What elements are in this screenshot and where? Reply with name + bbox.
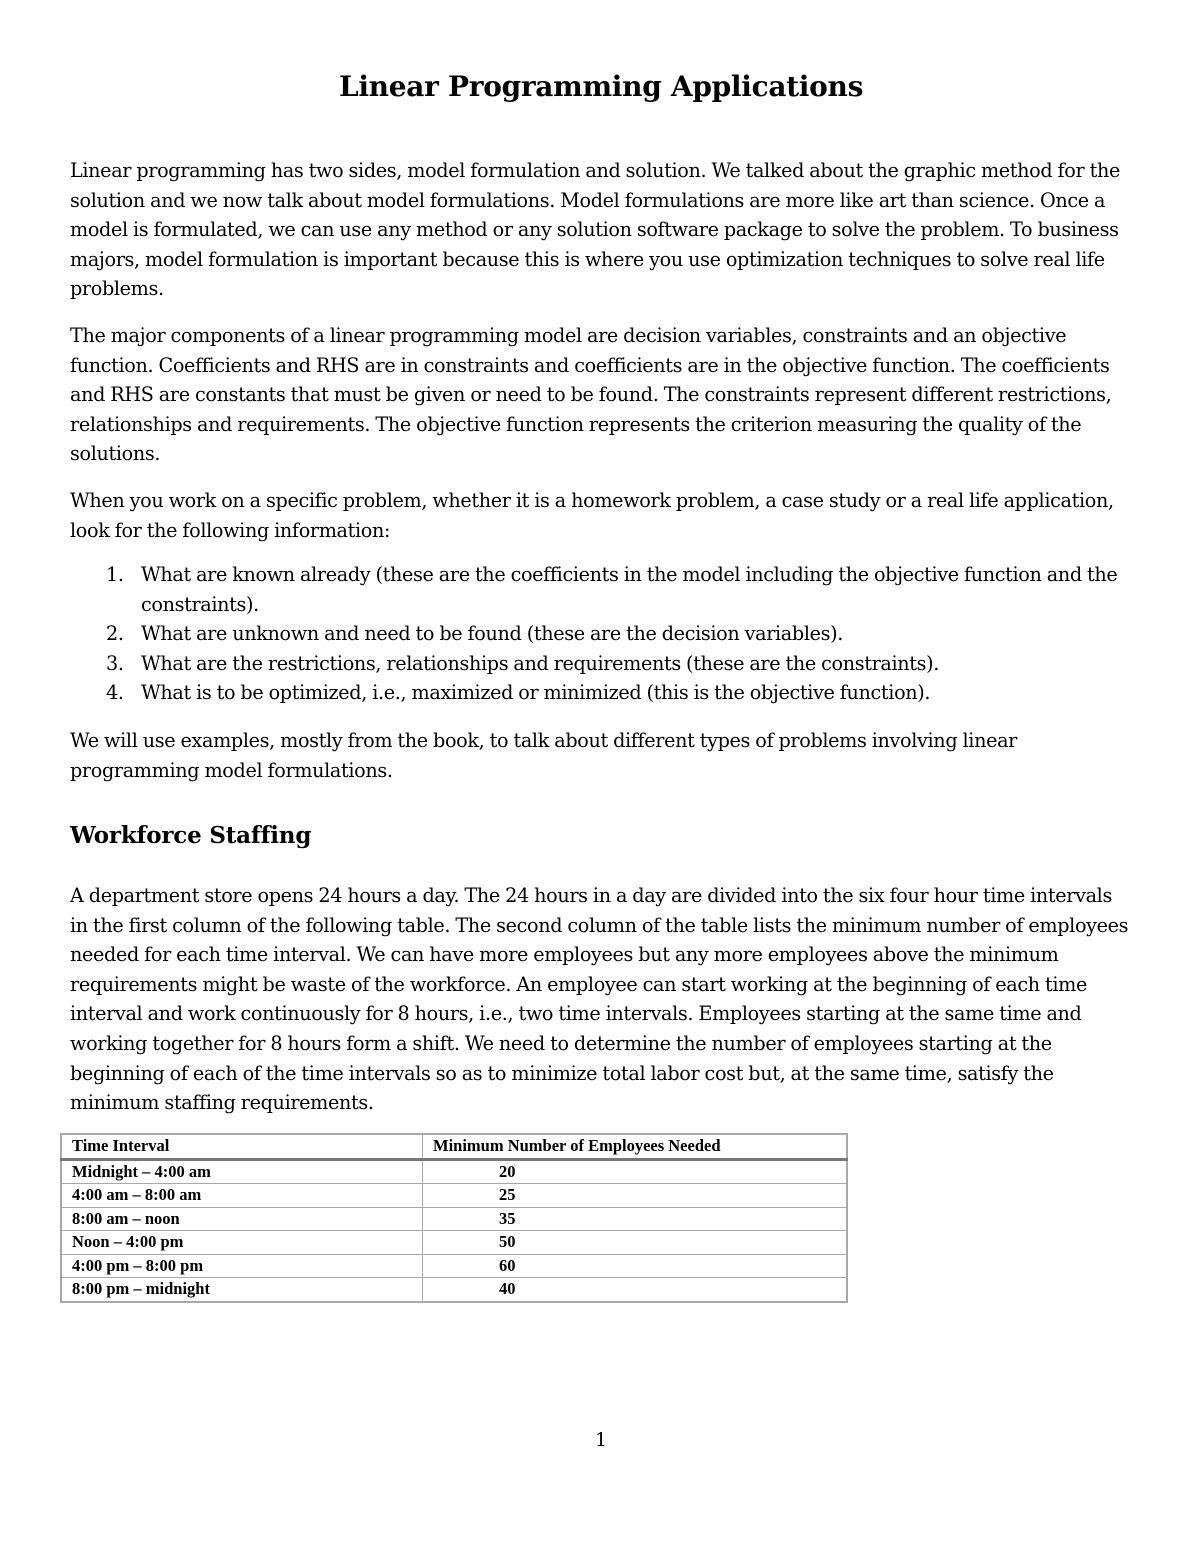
look-for-paragraph: When you work on a specific problem, whether it is a homework problem, a case study or a real life application, look for the following information: (70, 489, 1114, 542)
time-interval-cell: 8:00 am – noon (61, 1207, 423, 1231)
time-interval-cell: Noon – 4:00 pm (61, 1231, 423, 1255)
list-text: What is to be optimized, i.e., maximized or minimized (this is the objective function). (141, 681, 931, 705)
list-item (70, 678, 1132, 708)
column-header-minimum-employees: Minimum Number of Employees Needed (423, 1134, 848, 1159)
list-item (70, 619, 1132, 649)
list-number: 4. (106, 681, 124, 705)
time-interval-cell: 4:00 pm – 8:00 pm (61, 1254, 423, 1278)
employees-needed-cell: 20 (423, 1159, 848, 1184)
list-number: 1. (106, 563, 124, 586)
components-paragraph: The major components of a linear programming model are decision variables, constraints and an objective function. Coefficients and RHS are in constraints and coefficients are in the objective function. The coefficients and RHS are constants that must be given or need to be found. The constraints represent different restrictions, relationships and requirements. The objective function represents the criterion measuring the quality of the solutions. (70, 324, 1112, 466)
table-header-row (61, 1134, 847, 1159)
table-row (61, 1207, 847, 1231)
list-number: 3. (106, 651, 124, 675)
table-row (61, 1278, 847, 1302)
examples-paragraph: We will use examples, mostly from the book, to talk about different types of problems involving linear programming model formulations. (70, 729, 1017, 782)
list-item (70, 649, 1132, 679)
time-interval-cell: Midnight – 4:00 am (61, 1159, 423, 1184)
page-number: 1 (594, 1429, 608, 1451)
time-interval-cell: 4:00 am – 8:00 am (61, 1184, 423, 1208)
list-number: 2. (106, 622, 124, 646)
table-row (61, 1184, 847, 1208)
table-row (61, 1254, 847, 1278)
employees-needed-cell: 60 (423, 1254, 848, 1278)
column-header-time-interval: Time Interval (61, 1134, 423, 1159)
section-heading: Workforce Staffing (70, 822, 312, 849)
table-row (61, 1231, 847, 1255)
information-list (70, 560, 1132, 708)
list-text: What are the restrictions, relationships and requirements (these are the constraints). (141, 651, 940, 675)
intro-paragraph: Linear programming has two sides, model formulation and solution. We talked about the graphic method for the solution and we now talk about model formulations. Model formulations are more like art than science. Once a model is formulated, we can use any method or any solution software package to solve the problem. To business majors, model formulation is important because this is where you use optimization techniques to solve real life problems. (70, 159, 1120, 301)
time-interval-cell: 8:00 pm – midnight (61, 1278, 423, 1302)
list-text: What are known already (these are the coefficients in the model including the objective function and the constraints). (141, 563, 1118, 616)
employees-needed-cell: 40 (423, 1278, 848, 1302)
employees-needed-cell: 50 (423, 1231, 848, 1255)
staffing-requirements-table (60, 1133, 848, 1303)
list-item (70, 560, 1132, 619)
staffing-paragraph: A department store opens 24 hours a day. The 24 hours in a day are divided into the six four hour time intervals in the first column of the following table. The second column of the table lists the minimum number of employees needed for each time interval. We can have more employees but any more employees above the minimum requirements might be waste of the workforce. An employee can start working at the beginning of each time interval and work continuously for 8 hours, i.e., two time intervals. Employees starting at the same time and working together for 8 hours form a shift. We need to determine the number of employees starting at the beginning of each of the time intervals so as to minimize total labor cost but, at the same time, satisfy the minimum staffing requirements. (70, 884, 1129, 1115)
page-title: Linear Programming Applications (338, 70, 864, 103)
employees-needed-cell: 35 (423, 1207, 848, 1231)
employees-needed-cell: 25 (423, 1184, 848, 1208)
table-row (61, 1159, 847, 1184)
list-text: What are unknown and need to be found (these are the decision variables). (141, 622, 843, 646)
